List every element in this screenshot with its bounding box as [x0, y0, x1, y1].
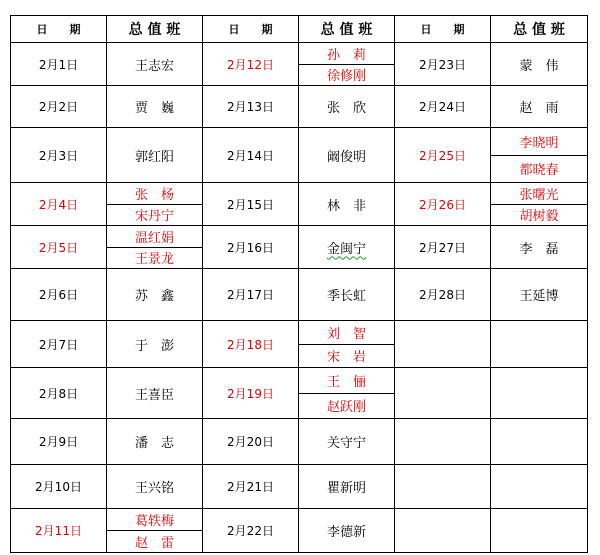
duty-name: 宋丹宁: [107, 204, 202, 226]
table-row: [11, 509, 588, 553]
empty-cell: [491, 509, 588, 553]
duty-cell: 瞿新明: [299, 465, 395, 509]
date-cell: 2月18日: [203, 321, 299, 368]
duty-cell: [299, 43, 395, 86]
duty-cell: [107, 226, 203, 269]
date-cell: 2月14日: [203, 128, 299, 183]
table-row: [11, 128, 588, 183]
table-row: [11, 321, 588, 368]
duty-cell: 蒙 伟: [491, 43, 588, 86]
date-cell: 2月7日: [11, 321, 107, 368]
duty-cell: 张 欣: [299, 86, 395, 128]
duty-cell: 于 澎: [107, 321, 203, 368]
date-cell: 2月10日: [11, 465, 107, 509]
duty-cell: 王志宏: [107, 43, 203, 86]
duty-pair: [299, 321, 394, 367]
date-cell: 2月1日: [11, 43, 107, 86]
duty-cell: 苏 鑫: [107, 269, 203, 321]
duty-pair: [299, 43, 394, 85]
duty-name: 张曙光: [519, 187, 559, 203]
duty-column-header: 总 值 班: [107, 16, 203, 43]
date-cell: 2月25日: [395, 128, 491, 183]
duty-name: 温红娟: [134, 230, 174, 246]
duty-cell: 关守宁: [299, 419, 395, 465]
duty-name: 赵 雷: [107, 530, 202, 552]
date-cell: 2月19日: [203, 368, 299, 419]
duty-cell: [107, 183, 203, 226]
table-row: [11, 86, 588, 128]
duty-cell: 王兴铭: [107, 465, 203, 509]
duty-cell: 阚俊明: [299, 128, 395, 183]
duty-cell: 郭红阳: [107, 128, 203, 183]
empty-cell: [491, 465, 588, 509]
date-cell: 2月21日: [203, 465, 299, 509]
duty-cell: [491, 128, 588, 183]
duty-cell: 金闽宁: [299, 226, 395, 269]
duty-pair: [107, 183, 202, 225]
duty-name: 张 杨: [134, 187, 174, 203]
date-column-header: 日 期: [11, 16, 107, 43]
duty-cell: 季长虹: [299, 269, 395, 321]
duty-cell: 王喜臣: [107, 368, 203, 419]
duty-cell: 林 非: [299, 183, 395, 226]
duty-cell: [491, 183, 588, 226]
duty-cell: 李 磊: [491, 226, 588, 269]
empty-cell: [491, 419, 588, 465]
duty-name: 宋 岩: [299, 344, 394, 368]
duty-cell: [299, 368, 395, 419]
duty-pair: [107, 226, 202, 268]
date-cell: 2月20日: [203, 419, 299, 465]
duty-name: 胡树毅: [491, 204, 587, 226]
duty-pair: [107, 509, 202, 552]
empty-cell: [395, 368, 491, 419]
date-column-header: 日 期: [203, 16, 299, 43]
duty-name: 徐修刚: [299, 64, 394, 86]
date-cell: 2月3日: [11, 128, 107, 183]
table-row: [11, 226, 588, 269]
table-row: [11, 183, 588, 226]
duty-cell: 李德新: [299, 509, 395, 553]
duty-name: 赵跃刚: [299, 393, 394, 419]
empty-cell: [395, 509, 491, 553]
duty-name: 都晓春: [491, 155, 587, 183]
empty-cell: [491, 321, 588, 368]
duty-cell: [107, 509, 203, 553]
date-cell: 2月6日: [11, 269, 107, 321]
duty-cell: 王延博: [491, 269, 588, 321]
table-row: [11, 269, 588, 321]
table-row: [11, 465, 588, 509]
date-column-header: 日 期: [395, 16, 491, 43]
duty-name: 王 俪: [326, 374, 366, 390]
date-cell: 2月27日: [395, 226, 491, 269]
table-row: [11, 368, 588, 419]
date-cell: 2月24日: [395, 86, 491, 128]
duty-pair: [491, 128, 587, 182]
empty-cell: [491, 368, 588, 419]
date-cell: 2月15日: [203, 183, 299, 226]
date-cell: 2月16日: [203, 226, 299, 269]
duty-cell: 赵 雨: [491, 86, 588, 128]
date-cell: 2月11日: [11, 509, 107, 553]
header-row: [11, 16, 588, 43]
date-cell: 2月5日: [11, 226, 107, 269]
duty-name: 孙 莉: [326, 47, 366, 63]
duty-column-header: 总 值 班: [299, 16, 395, 43]
date-cell: 2月8日: [11, 368, 107, 419]
date-cell: 2月28日: [395, 269, 491, 321]
date-cell: 2月9日: [11, 419, 107, 465]
empty-cell: [395, 419, 491, 465]
date-cell: 2月17日: [203, 269, 299, 321]
duty-cell: 贾 巍: [107, 86, 203, 128]
duty-cell: 潘 志: [107, 419, 203, 465]
duty-name: 李晓明: [519, 135, 559, 151]
duty-roster-table: [10, 15, 588, 553]
empty-cell: [395, 321, 491, 368]
date-cell: 2月13日: [203, 86, 299, 128]
date-cell: 2月23日: [395, 43, 491, 86]
duty-pair: [299, 368, 394, 418]
date-cell: 2月22日: [203, 509, 299, 553]
table-row: [11, 419, 588, 465]
duty-cell: [299, 321, 395, 368]
date-cell: 2月26日: [395, 183, 491, 226]
date-cell: 2月2日: [11, 86, 107, 128]
date-cell: 2月4日: [11, 183, 107, 226]
table-row: [11, 43, 588, 86]
empty-cell: [395, 465, 491, 509]
duty-name: 刘 智: [326, 326, 366, 342]
duty-column-header: 总 值 班: [491, 16, 588, 43]
date-cell: 2月12日: [203, 43, 299, 86]
duty-name: 葛轶梅: [134, 514, 174, 529]
duty-name: 王景龙: [107, 247, 202, 269]
duty-pair: [491, 183, 587, 225]
